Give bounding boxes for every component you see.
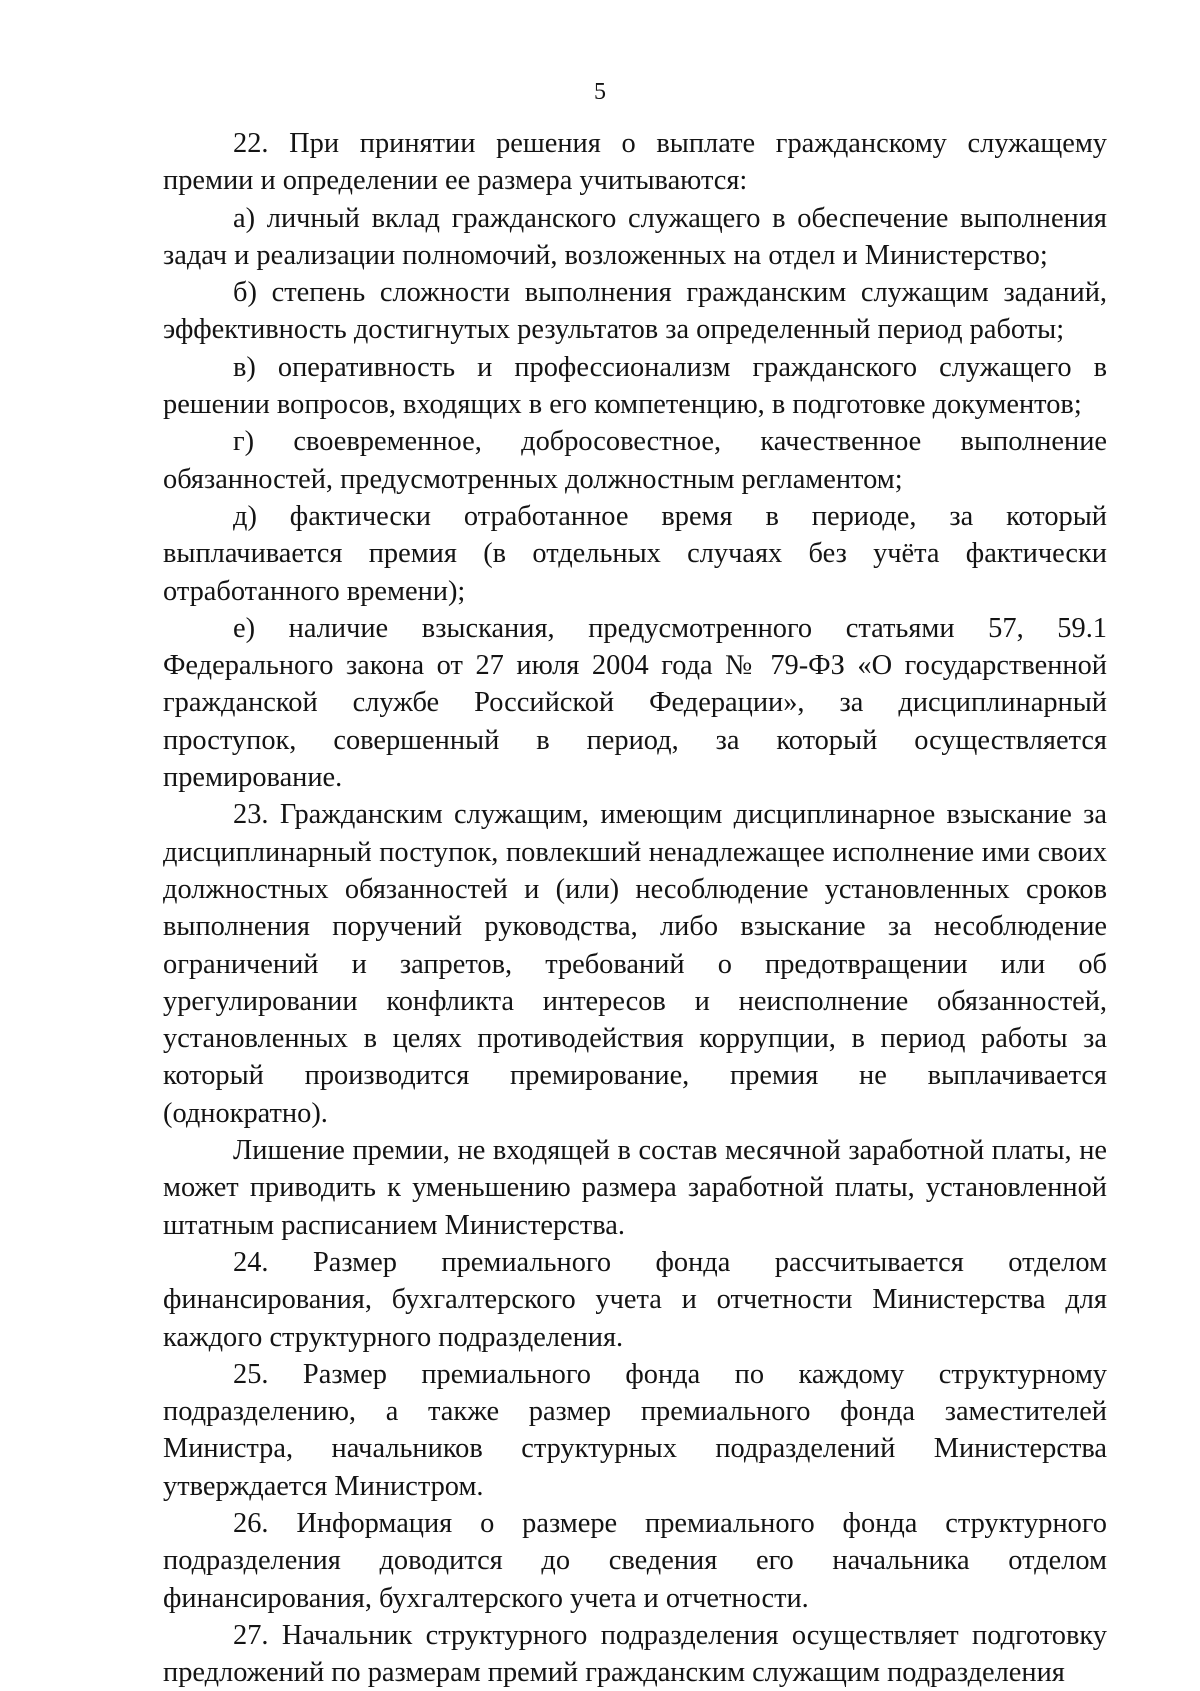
paragraph-22-e: е) наличие взыскания, предусмотренного статьями 57, 59.1 Федерального закона от 27 июля 2004 года № 79-ФЗ «О государственной гражданской службе Российской Федерации», за дисциплинарный проступок, совершенный в период, за который осуществляется премирование. (163, 612, 1107, 794)
paragraph-22: 22. При принятии решения о выплате гражданскому служащему премии и определении ее размера учитываются: (163, 128, 1107, 197)
paragraph-22-b: б) степень сложности выполнения гражданским служащим заданий, эффективность достигнутых результатов за определенный период работы; (163, 277, 1107, 346)
page-number: 5 (594, 79, 606, 105)
paragraph-22-g: г) своевременное, добросовестное, качественное выполнение обязанностей, предусмотренных должностным регламентом; (163, 426, 1107, 495)
paragraph-22-v: в) оперативность и профессионализм гражданского служащего в решении вопросов, входящих в его компетенцию, в подготовке документов; (163, 351, 1107, 421)
paragraph-22-d: д) фактически отработанное время в периоде, за который выплачивается премия (в отдельных случаях без учёта фактически отработанного времени); (163, 500, 1107, 607)
paragraph-25: 25. Размер премиального фонда по каждому структурному подразделению, а также размер премиального фонда заместителей Министра, начальников структурных подразделений Министерства утверждается Министром. (163, 1358, 1107, 1502)
paragraph-27: 27. Начальник структурного подразделения осуществляет подготовку предложений по размерам премий гражданским служащим подразделения (163, 1619, 1107, 1689)
document-body (163, 125, 1107, 1691)
paragraph-24: 24. Размер премиального фонда рассчитывается отделом финансирования, бухгалтерского учета и отчетности Министерства для каждого структурного подразделения. (163, 1246, 1107, 1353)
paragraph-26: 26. Информация о размере премиального фонда структурного подразделения доводится до сведения его начальника отделом финансирования, бухгалтерского учета и отчетности. (163, 1507, 1107, 1614)
paragraph-23-bonus-deprivation: Лишение премии, не входящей в состав месячной заработной платы, не может приводить к уменьшению размера заработной платы, установленной штатным расписанием Министерства. (163, 1135, 1107, 1241)
paragraph-23: 23. Гражданским служащим, имеющим дисциплинарное взыскание за дисциплинарный поступок, повлекший ненадлежащее исполнение ими своих должностных обязанностей и (или) несоблюдение установленных сроков выполнения поручений руководства, либо взыскание за несоблюдение ограничений и запретов, требований о предотвращении или об урегулировании конфликта интересов и неисполнение обязанностей, установленных в целях противодействия коррупции, в период работы за который производится премирование, премия не выплачивается (однократно). (163, 799, 1107, 1129)
paragraph-22-a: а) личный вклад гражданского служащего в обеспечение выполнения задач и реализации полномочий, возложенных на отдел и Министерство; (163, 202, 1107, 271)
